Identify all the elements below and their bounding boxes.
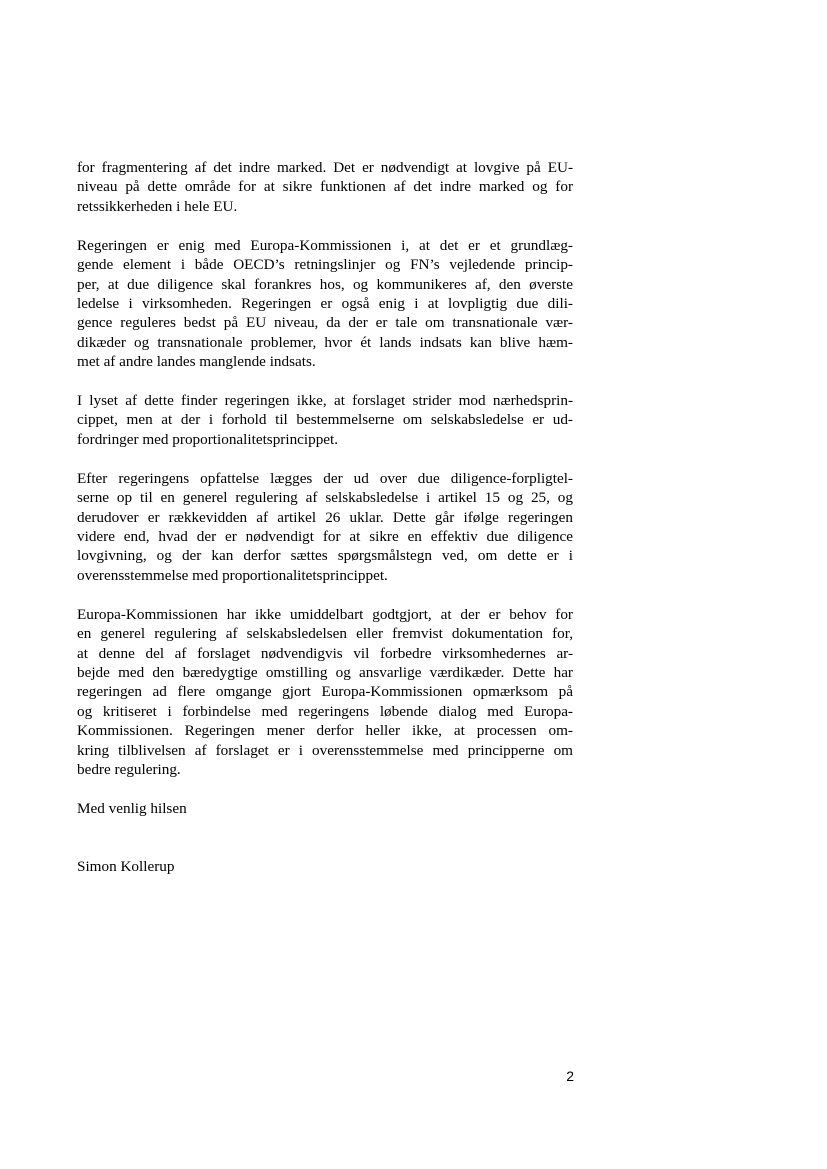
text-line: bejde med den bæredygtige omstilling og ansvarlige værdikæder. Dette har [77,663,573,681]
paragraph-proportionality [77,469,573,585]
text-line: Efter regeringens opfattelse lægges der ud over due diligence-forpligtel- [77,469,573,487]
text-line: cippet, men at der i forhold til bestemmelserne om selskabsledelse er ud- [77,411,573,429]
text-line: per, at due diligence skal forankres hos, og kommunikeres af, den øverste [77,275,573,293]
text-line: regeringen ad flere omgange gjort Europa-Kommissionen opmærksom på [77,683,573,701]
text-line: lovgivning, og der kan derfor sættes spørgsmålstegn ved, om dette er i [77,547,573,565]
letter-body [77,158,573,877]
text-line: dikæder og transnationale problemer, hvor ét lands indsats kan blive hæm- [77,333,573,351]
text-line: I lyset af dette finder regeringen ikke, at forslaget strider mod nærhedsprin- [77,392,573,410]
text-line: og kritiseret i forbindelse med regeringens løbende dialog med Europa- [77,702,573,720]
text-line: ledelse i virksomheden. Regeringen er også enig i at lovpligtig due dili- [77,294,573,312]
text-line: serne op til en generel regulering af selskabsledelse i artikel 15 og 25, og [77,489,573,507]
text-line: Europa-Kommissionen har ikke umiddelbart godtgjort, at der er behov for [77,605,573,623]
paragraph-commission-criticism [77,605,573,780]
text-line: gende element i både OECD’s retningslinjer og FN’s vejledende princip- [77,256,573,274]
text-line: niveau på dette område for at sikre funktionen af det indre marked og for [77,178,573,196]
text-line: Regeringen er enig med Europa-Kommissionen i, at det er et grundlæg- [77,236,573,254]
text-line: gence reguleres bedst på EU niveau, da der er tale om transnationale vær- [77,314,573,332]
text-line: derudover er rækkevidden af artikel 26 uklar. Dette går ifølge regeringen [77,508,573,526]
page-number: 2 [566,1068,574,1084]
text-line: Kommissionen. Regeringen mener derfor heller ikke, at processen om- [77,722,573,740]
signatory-name: Simon Kollerup [77,858,175,876]
text-line: for fragmentering af det indre marked. Det er nødvendigt at lovgive på EU- [77,159,573,176]
text-line: retssikkerheden i hele EU. [77,197,238,215]
text-line: at denne del af forslaget nødvendigvis vil forbedre virksomhedernes ar- [77,644,573,662]
signature [77,857,573,876]
text-line: kring tilblivelsen af forslaget er i overensstemmelse med principperne om [77,741,573,759]
closing-text: Med venlig hilsen [77,799,187,817]
paragraph-internal-market [77,158,573,216]
text-line: overensstemmelse med proportionalitetsprincippet. [77,566,388,584]
text-line: fordringer med proportionalitetsprincippet. [77,430,339,448]
text-line: en generel regulering af selskabsledelsen eller fremvist dokumentation for, [77,625,573,643]
paragraph-agreement [77,236,573,372]
text-line: videre end, hvad der er nødvendigt for at sikre en effektiv due diligence [77,528,573,545]
text-line: met af andre landes manglende indsats. [77,353,316,371]
text-line: bedre regulering. [77,760,181,778]
paragraph-subsidiarity [77,391,573,449]
closing-greeting [77,799,573,818]
